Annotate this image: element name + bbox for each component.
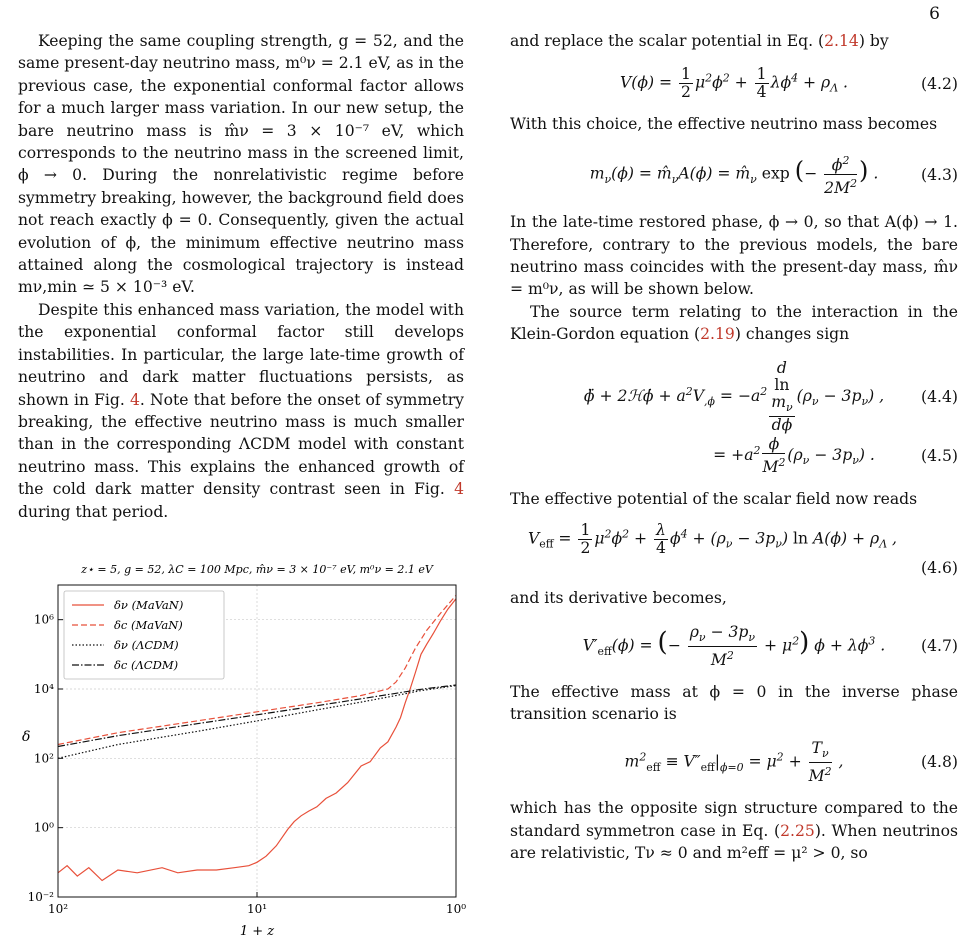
right-text-5: The effective potential of the scalar field now reads <box>510 489 918 508</box>
eq-ref-link[interactable]: 2.19 <box>700 325 735 344</box>
legend-label: δc (ΛCDM) <box>114 658 179 672</box>
eq-number: (4.6) <box>921 559 958 578</box>
chart-title: z⋆ = 5, g = 52, λC = 100 Mpc, m̂ν = 3 × 10⁻⁷ eV, m⁰ν = 2.1 eV <box>81 563 433 576</box>
p2-text-b: . Note that before the onset of symmetry breaking, the effective neutrino mass is much smaller than in the corresponding ΛCDM model with constant neutrino mass. This explains the enhanced growth of the cold dark matter density contrast seen in Fig. <box>18 390 464 499</box>
y-tick-label: 10⁻² <box>27 890 54 904</box>
equation-4-4: ϕ̈ + 2ℋϕ̇ + $a^2V_{,\phi} = -a^2$ d ln $m_\nu$ dϕ $(\rho_\nu - 3p_\nu)$ , (4.4) <box>583 358 958 434</box>
x-tick-label: 10² <box>47 902 69 916</box>
left-column <box>18 30 464 523</box>
t8-a: which has the opposite sign structure compared to the standard symmetron case in Eq. ( <box>510 799 958 840</box>
eq-number: (4.2) <box>921 74 958 93</box>
equation-4-6: $V_{eff}$ = $\frac{1}{2}$ $\mu^2\phi^2$ + $\frac{\lambda}{4}$ $\phi^4 + (\rho_\nu - 3p_\nu)$ $\ln A(\phi) + \rho_\Lambda$ , <box>528 521 897 558</box>
legend-label: δν (MaVaN) <box>114 598 184 612</box>
t4-b: ) changes sign <box>734 325 850 344</box>
p2-text-a: Despite this enhanced mass variation, the model with the exponential conformal factor still develops instabilities. In particular, the large late-time growth of neutrino and dark matter fluctuations persists, as shown in Fig. <box>18 300 464 409</box>
left-paragraph-1: Keeping the same coupling strength, g = 52, and the same present-day neutrino mass, m⁰ν = 2.1 eV, as in the previous case, the exponential conformal factor allows for a much larger mass variation. In our new setup, the bare neutrino mass is m̂ν = 3 × 10⁻⁷ eV, which corresponds to the neutrino mass in the screened limit, ϕ → 0. During the nonrelativistic regime before symmetry breaking, however, the background field does not reach exactly ϕ = 0. Consequently, given the actual evolution of ϕ, the minimum effective neutrino mass attained along the cosmological trajectory is instead mν,min ≃ 5 × 10⁻³ eV. <box>18 32 464 297</box>
x-tick-label: 10⁰ <box>445 902 467 916</box>
equation-4-7: $V'_{eff}(\phi)$ = (− $\frac{\rho_\nu - 3p_\nu}{M^2}$ + $\mu^2$) $\phi + \lambda\phi^3$ . (4.7) <box>582 622 958 670</box>
legend-label: δν (ΛCDM) <box>114 638 179 652</box>
t1-b: ) by <box>858 32 889 50</box>
x-tick-label: 10¹ <box>246 902 268 916</box>
equation-4-3: $m_\nu(\phi)$ = $m̂_\nu A(\phi)$ = $m̂_\nu$ exp (− $\frac{\phi^2}{2M^2}$ ) . (4.3) <box>589 153 958 198</box>
right-text-7: The effective mass at ϕ = 0 in the inverse phase transition scenario is <box>510 683 958 724</box>
t4-a: The source term relating to the interaction in the Klein-Gordon equation ( <box>510 302 958 344</box>
t8-b: ). When neutrinos are relativistic, Tν ≈ 0 and m²eff = μ² > 0, so <box>510 821 958 862</box>
y-tick-label: 10⁰ <box>33 820 54 835</box>
eq-number: (4.4) <box>921 387 958 406</box>
equation-4-5: = $+a^2$ $\frac{\phi}{M^2}$ $(\rho_\nu - 3p_\nu)$ . (4.5) <box>713 434 958 476</box>
legend-label: δc (MaVaN) <box>114 618 183 632</box>
right-column <box>510 30 958 864</box>
eq-number: (4.3) <box>921 165 958 184</box>
left-paragraph-2 <box>18 299 464 523</box>
equation-4-2: V(ϕ) = $\frac{1}{2}$ $\mu^2\phi^2$ + $\frac{1}{4}$ $\lambda\phi^4 + \rho_\Lambda$ . (4.2) <box>620 65 958 102</box>
eq-number: (4.7) <box>921 637 958 656</box>
y-axis-label: δ <box>22 729 31 745</box>
right-text-4 <box>510 301 958 346</box>
p2-text-c: during that period. <box>18 502 169 521</box>
fig-ref-link[interactable]: 4 <box>129 390 140 409</box>
density-contrast-chart <box>18 557 467 939</box>
right-text-6: and its derivative becomes, <box>510 589 727 608</box>
y-tick-label: 10² <box>33 751 54 766</box>
right-text-1 <box>510 30 958 52</box>
eq-number: (4.8) <box>921 753 958 772</box>
t1-a: and replace the scalar potential in Eq. ( <box>510 32 825 50</box>
fig-ref-link[interactable]: 4 <box>454 480 464 499</box>
right-text-8 <box>510 797 958 864</box>
eq-ref-link[interactable]: 2.25 <box>780 821 815 840</box>
figure <box>18 557 467 939</box>
eq-ref-link[interactable]: 2.14 <box>824 32 859 50</box>
x-axis-label: 1 + z <box>239 924 275 939</box>
y-tick-label: 10⁶ <box>33 612 54 627</box>
page-number: 6 <box>929 4 940 24</box>
eq-number: (4.5) <box>921 446 958 465</box>
right-text-3: In the late-time restored phase, ϕ → 0, so that A(ϕ) → 1. Therefore, contrary to the previous models, the bare neutrino mass coincides with the present-day mass, m̂ν = m⁰ν, as will be shown below. <box>510 213 958 299</box>
right-text-2: With this choice, the effective neutrino mass becomes <box>510 115 938 134</box>
eq-4-6-number-row <box>510 557 958 579</box>
equation-4-8: $m^2_{eff} \equiv V''_{eff}|_{\phi=0} = \mu^2$ + $\frac{T_\nu}{M^2}$ , (4.8) <box>624 738 958 786</box>
y-tick-label: 10⁴ <box>33 682 54 696</box>
